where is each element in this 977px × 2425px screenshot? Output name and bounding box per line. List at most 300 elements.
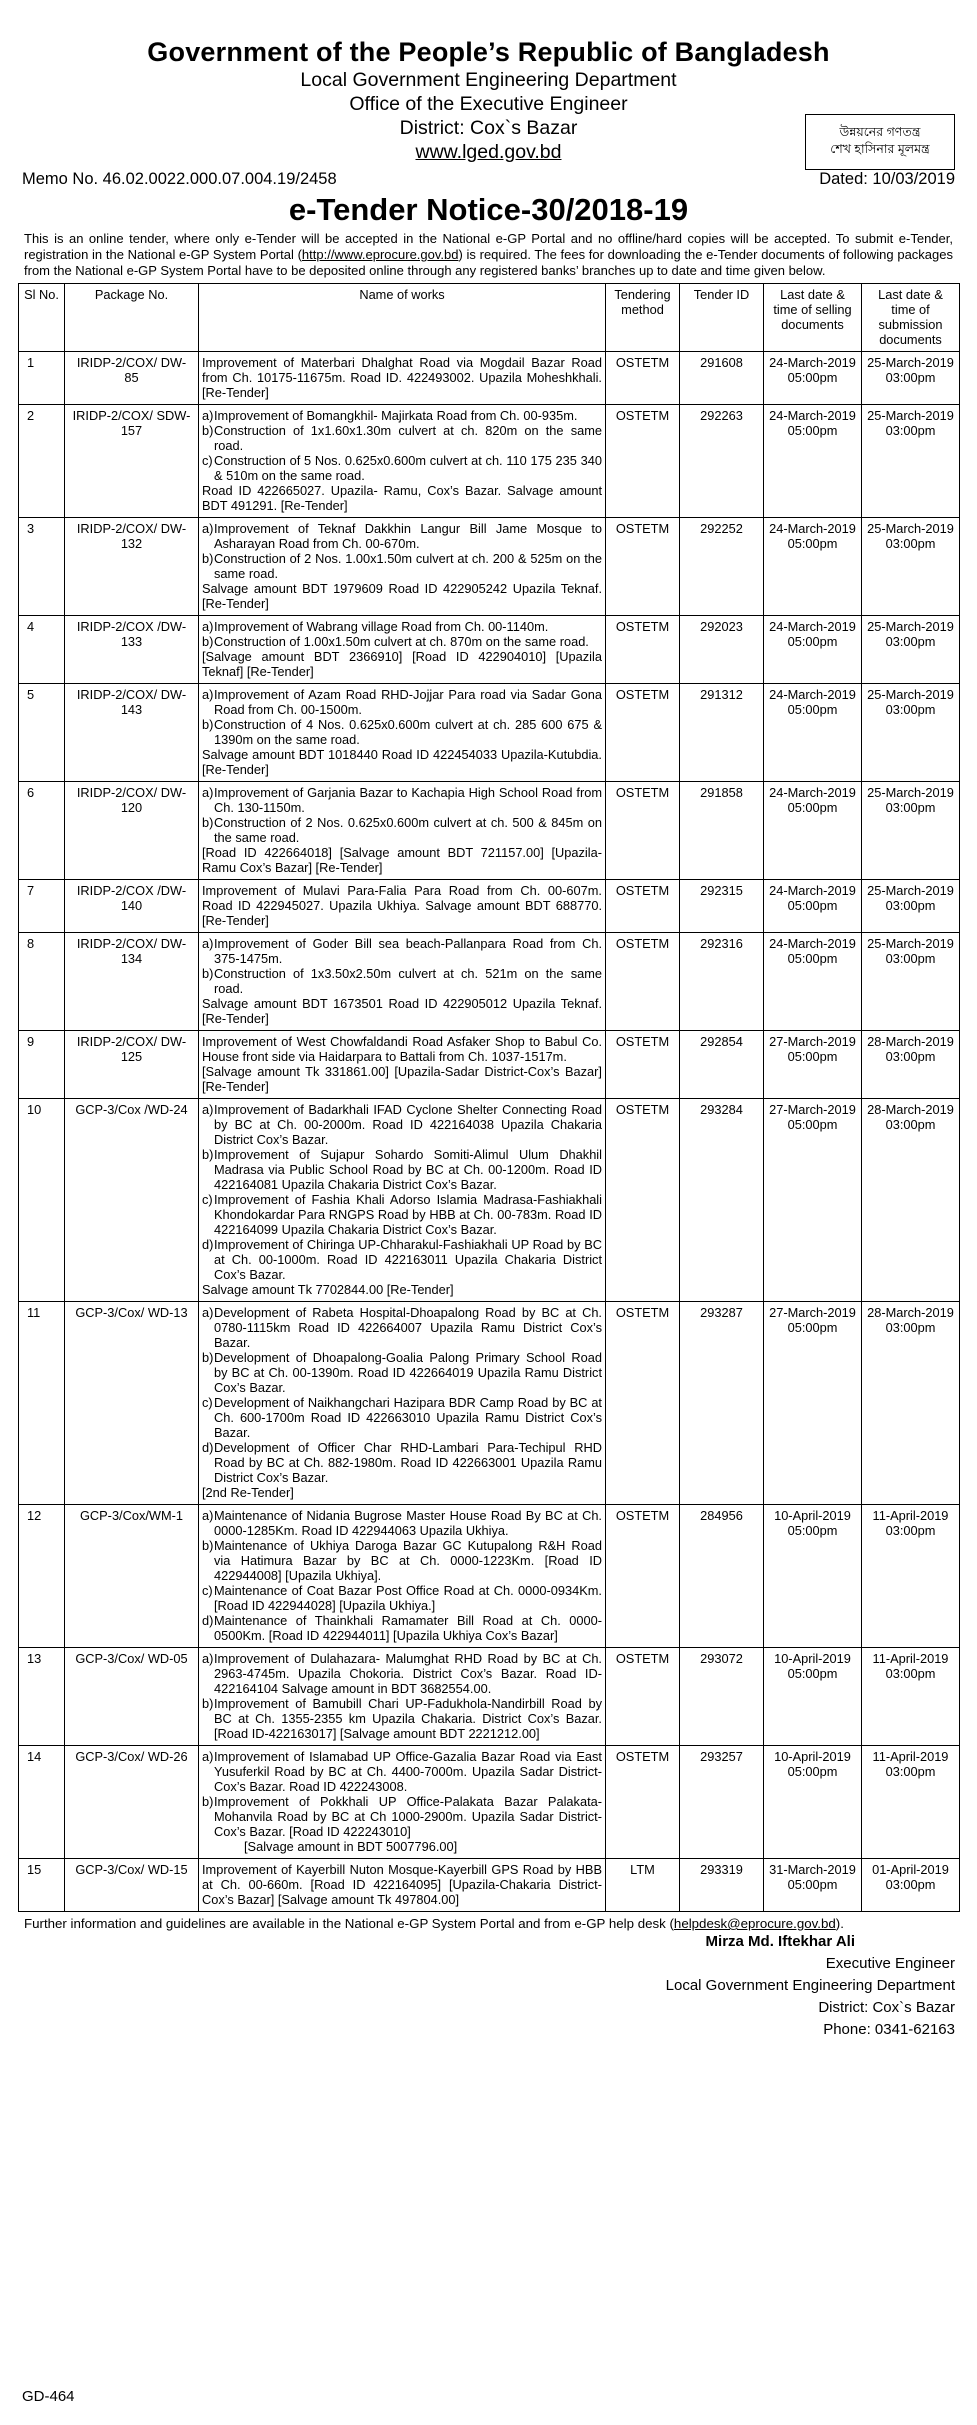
cell-name-of-works — [199, 352, 606, 405]
selling-time: 05:00pm — [787, 1049, 838, 1064]
work-item — [202, 717, 602, 747]
submission-date: 11-April-2019 — [872, 1749, 949, 1764]
cell-selling-deadline — [764, 933, 862, 1031]
cell-sl-no: 4 — [19, 616, 65, 684]
selling-time: 05:00pm — [787, 800, 838, 815]
cell-tendering-method: LTM — [606, 1859, 680, 1912]
work-item — [202, 1508, 602, 1538]
work-item — [202, 1613, 602, 1643]
work-item — [202, 1237, 602, 1282]
cell-selling-deadline — [764, 684, 862, 782]
work-note: [2nd Re-Tender] — [202, 1485, 294, 1500]
cell-tendering-method: OSTETM — [606, 1505, 680, 1648]
submission-date: 25-March-2019 — [867, 936, 954, 951]
cell-submission-deadline — [862, 1302, 960, 1505]
selling-time: 05:00pm — [787, 1666, 838, 1681]
cell-tender-id: 293284 — [680, 1099, 764, 1302]
work-item-letter: d) — [202, 1613, 214, 1628]
cell-tender-id: 292315 — [680, 880, 764, 933]
work-item-text: Improvement of Wabrang village Road from Ch. 00-1140m. — [214, 619, 549, 634]
footer-note — [24, 1916, 953, 1931]
work-item-text: Improvement of Islamabad UP Office-Gazalia Bazar Road via East Yusuferkil Road by BC at Ch. 4400-7000m. Upazila Sadar District- Cox’s Bazar. Road ID 422243008. — [214, 1749, 602, 1794]
cell-sl-no: 5 — [19, 684, 65, 782]
table-row — [19, 1099, 960, 1302]
work-item — [202, 1583, 602, 1613]
cell-name-of-works — [199, 1505, 606, 1648]
cell-tendering-method: OSTETM — [606, 1746, 680, 1859]
cell-tendering-method: OSTETM — [606, 352, 680, 405]
work-note: [Salvage amount Tk 331861.00] [Upazila-Sadar District-Cox’s Bazar] [Re-Tender] — [202, 1064, 602, 1094]
table-row — [19, 1302, 960, 1505]
work-item-letter: b) — [202, 1696, 214, 1711]
cell-selling-deadline — [764, 405, 862, 518]
submission-date: 01-April-2019 — [872, 1862, 949, 1877]
work-item-letter: a) — [202, 1102, 214, 1117]
work-item-text: Construction of 1x1.60x1.30m culvert at ch. 820m on the same road. — [214, 423, 602, 453]
header-submission-deadline: Last date & time of submission documents — [862, 284, 960, 352]
selling-time: 05:00pm — [787, 1117, 838, 1132]
table-row — [19, 1031, 960, 1099]
work-item-text: Development of Dhoapalong-Goalia Palong Primary School Road by BC at Ch. 00-1390m. Road ID 422664019 Upazila Ramu District Cox’s Bazar. — [214, 1350, 602, 1395]
cell-sl-no: 9 — [19, 1031, 65, 1099]
selling-time: 05:00pm — [787, 1523, 838, 1538]
work-item-text: Improvement of Azam Road RHD-Jojjar Para road via Sadar Gona Road from Ch. 00-1500m. — [214, 687, 602, 717]
cell-selling-deadline — [764, 352, 862, 405]
selling-date: 24-March-2019 — [769, 936, 856, 951]
cell-selling-deadline — [764, 1746, 862, 1859]
work-item-letter: a) — [202, 687, 214, 702]
selling-date: 27-March-2019 — [769, 1305, 856, 1320]
table-row — [19, 782, 960, 880]
work-item — [202, 1794, 602, 1839]
selling-date: 24-March-2019 — [769, 687, 856, 702]
cell-tender-id: 291858 — [680, 782, 764, 880]
cell-sl-no: 10 — [19, 1099, 65, 1302]
cell-sl-no: 2 — [19, 405, 65, 518]
work-item — [202, 1305, 602, 1350]
submission-date: 25-March-2019 — [867, 883, 954, 898]
selling-date: 31-March-2019 — [769, 1862, 856, 1877]
work-item-letter: c) — [202, 1192, 213, 1207]
district-name: District: Cox`s Bazar — [399, 117, 578, 139]
cell-sl-no: 7 — [19, 880, 65, 933]
submission-time: 03:00pm — [885, 370, 936, 385]
submission-time: 03:00pm — [885, 423, 936, 438]
submission-time: 03:00pm — [885, 898, 936, 913]
selling-date: 10-April-2019 — [774, 1651, 851, 1666]
work-item-text: Improvement of Teknaf Dakkhin Langur Bill Jame Mosque to Asharayan Road from Ch. 00-670m. — [214, 521, 602, 551]
work-item-letter: d) — [202, 1237, 214, 1252]
work-item — [202, 936, 602, 966]
work-note: Improvement of Mulavi Para-Falia Para Road from Ch. 00-607m. Road ID 422945027. Upazila Ukhiya. Salvage amount BDT 688770. [Re-Tender] — [202, 883, 602, 928]
submission-date: 25-March-2019 — [867, 619, 954, 634]
work-item — [202, 1749, 602, 1794]
cell-name-of-works — [199, 1746, 606, 1859]
footer-note-text-2: ). — [835, 1916, 844, 1931]
table-body — [19, 352, 960, 1912]
cell-sl-no: 13 — [19, 1648, 65, 1746]
work-item-text: Maintenance of Nidania Bugrose Master House Road By BC at Ch. 0000-1285Km. Road ID 422944063 Upazila Ukhiya. — [214, 1508, 602, 1538]
cell-submission-deadline — [862, 684, 960, 782]
cell-tendering-method: OSTETM — [606, 684, 680, 782]
notice-title: e-Tender Notice-30/2018-19 — [288, 192, 689, 227]
cell-tender-id: 291312 — [680, 684, 764, 782]
cell-name-of-works — [199, 1099, 606, 1302]
cell-package-no: GCP-3/Cox/ WD-05 — [65, 1648, 199, 1746]
signatory-name: Mirza Md. Iftekhar Ali — [705, 1933, 855, 1950]
cell-selling-deadline — [764, 1302, 862, 1505]
cell-name-of-works — [199, 405, 606, 518]
work-item-letter: b) — [202, 1794, 214, 1809]
cell-tender-id: 292023 — [680, 616, 764, 684]
selling-time: 05:00pm — [787, 423, 838, 438]
work-item-letter: a) — [202, 936, 214, 951]
selling-date: 27-March-2019 — [769, 1034, 856, 1049]
signatory-department: Local Government Engineering Department — [665, 1977, 955, 1994]
cell-name-of-works — [199, 933, 606, 1031]
cell-package-no: GCP-3/Cox/ WD-26 — [65, 1746, 199, 1859]
cell-package-no: IRIDP-2/COX/ SDW-157 — [65, 405, 199, 518]
cell-sl-no: 11 — [19, 1302, 65, 1505]
work-item-letter: b) — [202, 423, 214, 438]
cell-submission-deadline — [862, 1505, 960, 1648]
work-note: [Road ID 422664018] [Salvage amount BDT 721157.00] [Upazila- Ramu Cox’s Bazar] [Re-Tender] — [202, 845, 602, 875]
cell-tender-id: 293072 — [680, 1648, 764, 1746]
cell-tendering-method: OSTETM — [606, 1648, 680, 1746]
work-item — [202, 687, 602, 717]
selling-date: 10-April-2019 — [774, 1508, 851, 1523]
cell-package-no: GCP-3/Cox/ WD-13 — [65, 1302, 199, 1505]
work-item-text: Construction of 2 Nos. 1.00x1.50m culvert at ch. 200 & 525m on the same road. — [214, 551, 602, 581]
selling-date: 10-April-2019 — [774, 1749, 851, 1764]
work-item-text: Maintenance of Coat Bazar Post Office Road at Ch. 0000-0934Km. [Road ID 422944028] [Upazila Ukhiya.] — [214, 1583, 602, 1613]
selling-time: 05:00pm — [787, 370, 838, 385]
cell-tendering-method: OSTETM — [606, 1099, 680, 1302]
cell-selling-deadline — [764, 880, 862, 933]
work-item — [202, 634, 602, 649]
cell-package-no: IRIDP-2/COX /DW- 133 — [65, 616, 199, 684]
selling-date: 24-March-2019 — [769, 785, 856, 800]
cell-submission-deadline — [862, 1099, 960, 1302]
intro-paragraph — [24, 231, 953, 279]
cell-package-no: IRIDP-2/COX/ DW-120 — [65, 782, 199, 880]
selling-date: 24-March-2019 — [769, 521, 856, 536]
work-note: [Salvage amount in BDT 5007796.00] — [244, 1839, 458, 1854]
work-item-letter: c) — [202, 1583, 213, 1598]
cell-selling-deadline — [764, 1505, 862, 1648]
submission-date: 25-March-2019 — [867, 521, 954, 536]
cell-sl-no: 14 — [19, 1746, 65, 1859]
work-item — [202, 521, 602, 551]
helpdesk-email-link[interactable]: helpdesk@eprocure.gov.bd — [673, 1916, 836, 1931]
table-header-row — [19, 284, 960, 352]
cell-submission-deadline — [862, 405, 960, 518]
work-item-letter: d) — [202, 1440, 214, 1455]
cell-name-of-works — [199, 782, 606, 880]
work-item — [202, 453, 602, 483]
cell-name-of-works — [199, 1859, 606, 1912]
selling-time: 05:00pm — [787, 951, 838, 966]
work-item — [202, 1350, 602, 1395]
cell-name-of-works — [199, 1031, 606, 1099]
stamp-line-1: উন্নয়নের গণতন্ত্র — [839, 125, 921, 139]
work-item — [202, 785, 602, 815]
cell-sl-no: 6 — [19, 782, 65, 880]
cell-submission-deadline — [862, 933, 960, 1031]
cell-selling-deadline — [764, 1648, 862, 1746]
selling-date: 24-March-2019 — [769, 883, 856, 898]
header-tender-id: Tender ID — [680, 284, 764, 352]
table-row — [19, 880, 960, 933]
header-works: Name of works — [199, 284, 606, 352]
submission-date: 25-March-2019 — [867, 408, 954, 423]
submission-date: 11-April-2019 — [872, 1508, 949, 1523]
work-item-text: Improvement of Bomangkhil- Majirkata Road from Ch. 00-935m. — [214, 408, 578, 423]
office-name: Office of the Executive Engineer — [349, 93, 628, 115]
work-item — [202, 1192, 602, 1237]
cell-sl-no: 12 — [19, 1505, 65, 1648]
cell-package-no: IRIDP-2/COX /DW- 140 — [65, 880, 199, 933]
work-item-text: Improvement of Goder Bill sea beach-Pallanpara Road from Ch. 375-1475m. — [214, 936, 602, 966]
work-item-text: Development of Naikhangchari Hazipara BDR Camp Road by BC at Ch. 600-1700m Road ID 422663010 Upazila Ramu District Cox’s Bazar. — [214, 1395, 602, 1440]
department-name: Local Government Engineering Department — [300, 69, 677, 91]
work-note: [Salvage amount BDT 2366910] [Road ID 422904010] [Upazila Teknaf] [Re-Tender] — [202, 649, 602, 679]
work-item — [202, 1538, 602, 1583]
submission-time: 03:00pm — [885, 1320, 936, 1335]
selling-time: 05:00pm — [787, 1764, 838, 1779]
tender-table — [18, 283, 960, 1912]
signatory-phone: Phone: 0341-62163 — [823, 2021, 955, 2038]
selling-date: 27-March-2019 — [769, 1102, 856, 1117]
intro-text-2: ) is required. The fees for downloading the e-Tender documents of following packages from the National e-GP System Portal have to be deposited online through any registered banks’ branches up to date and time given below. — [24, 247, 953, 278]
tender-notice-page — [0, 36, 977, 2425]
work-item-text: Construction of 5 Nos. 0.625x0.600m culvert at ch. 110 175 235 340 & 510m on the same road. — [214, 453, 602, 483]
cell-sl-no: 8 — [19, 933, 65, 1031]
memo-row — [18, 170, 959, 189]
cell-tendering-method: OSTETM — [606, 1302, 680, 1505]
work-item-text: Improvement of Chiringa UP-Chharakul-Fashiakhali UP Road by BC at Ch. 00-1000m. Road ID 422163011 Upazila Chakaria District Cox’s Bazar. — [214, 1237, 602, 1282]
submission-time: 03:00pm — [885, 634, 936, 649]
cell-tender-id: 293319 — [680, 1859, 764, 1912]
header-package: Package No. — [65, 284, 199, 352]
cell-sl-no: 15 — [19, 1859, 65, 1912]
work-item-letter: a) — [202, 521, 214, 536]
cell-name-of-works — [199, 880, 606, 933]
work-item — [202, 1696, 602, 1741]
work-note: Salvage amount Tk 7702844.00 [Re-Tender] — [202, 1282, 454, 1297]
submission-date: 28-March-2019 — [867, 1102, 954, 1117]
submission-time: 03:00pm — [885, 951, 936, 966]
work-item-text: Improvement of Garjania Bazar to Kachapia High School Road from Ch. 130-1150m. — [214, 785, 602, 815]
submission-time: 03:00pm — [885, 1877, 936, 1892]
government-heading: Government of the People’s Republic of Bangladesh — [147, 37, 830, 67]
table-row — [19, 1746, 960, 1859]
signature-block — [18, 1931, 955, 2041]
cell-tendering-method: OSTETM — [606, 518, 680, 616]
eprocure-link[interactable]: http://www.eprocure.gov.bd — [301, 247, 459, 262]
submission-time: 03:00pm — [885, 1049, 936, 1064]
submission-time: 03:00pm — [885, 702, 936, 717]
cell-tendering-method: OSTETM — [606, 782, 680, 880]
work-item-letter: c) — [202, 453, 213, 468]
cell-name-of-works — [199, 1302, 606, 1505]
cell-submission-deadline — [862, 352, 960, 405]
cell-name-of-works — [199, 684, 606, 782]
work-item-letter: b) — [202, 551, 214, 566]
work-note: Improvement of West Chowfaldandi Road Asfaker Shop to Babul Co. House front side via Haidarpara to Battali from Ch. 1037-1517m. — [202, 1034, 602, 1064]
table-row — [19, 684, 960, 782]
table-row — [19, 405, 960, 518]
work-item-letter: b) — [202, 717, 214, 732]
cell-selling-deadline — [764, 616, 862, 684]
cell-package-no: IRIDP-2/COX/ DW- 143 — [65, 684, 199, 782]
work-item-text: Improvement of Sujapur Sohardo Somiti-Alimul Ulum Dhakhil Madrasa via Public School Road by BC at Ch. 00-1200m. Road ID 422164081 Upazila Chakaria District Cox’s Bazar. — [214, 1147, 602, 1192]
work-item — [202, 408, 602, 423]
work-note: Road ID 422665027. Upazila- Ramu, Cox’s Bazar. Salvage amount BDT 491291. [Re-Tender] — [202, 483, 602, 513]
cell-selling-deadline — [764, 518, 862, 616]
work-item-text: Improvement of Dulahazara- Malumghat RHD Road by BC at Ch. 2963-4745m. Upazila Chokoria. District Cox’s Bazar. Road ID-422164104 Salvage amount in BDT 3682554.00. — [214, 1651, 602, 1696]
cell-submission-deadline — [862, 1031, 960, 1099]
submission-date: 25-March-2019 — [867, 355, 954, 370]
cell-tendering-method: OSTETM — [606, 880, 680, 933]
cell-package-no: IRIDP-2/COX/ DW- 85 — [65, 352, 199, 405]
cell-tender-id: 293287 — [680, 1302, 764, 1505]
cell-package-no: GCP-3/Cox /WD-24 — [65, 1099, 199, 1302]
work-item-letter: c) — [202, 1395, 213, 1410]
work-item-text: Development of Officer Char RHD-Lambari Para-Techipul RHD Road by BC at Ch. 882-1980m. Road ID 422663001 Upazila Ramu District Cox’s Bazar. — [214, 1440, 602, 1485]
website-link[interactable]: www.lged.gov.bd — [415, 141, 562, 163]
header-selling-deadline: Last date & time of selling documents — [764, 284, 862, 352]
submission-time: 03:00pm — [885, 1117, 936, 1132]
cell-selling-deadline — [764, 1859, 862, 1912]
cell-tendering-method: OSTETM — [606, 933, 680, 1031]
gd-code: GD-464 — [22, 2388, 75, 2405]
table-row — [19, 518, 960, 616]
work-item-text: Construction of 4 Nos. 0.625x0.600m culvert at ch. 285 600 675 & 1390m on the same road. — [214, 717, 602, 747]
selling-date: 24-March-2019 — [769, 408, 856, 423]
cell-package-no: GCP-3/Cox/WM-1 — [65, 1505, 199, 1648]
work-item — [202, 1147, 602, 1192]
stamp-line-2: শেখ হাসিনার মূলমন্ত্র — [830, 142, 930, 156]
work-note: Improvement of Kayerbill Nuton Mosque-Kayerbill GPS Road by HBB at Ch. 00-660m. [Road ID 422164095] [Upazila-Chakaria District-Cox’s Bazar] [Salvage amount Tk 497804.00] — [202, 1862, 602, 1907]
cell-sl-no: 1 — [19, 352, 65, 405]
work-item-letter: b) — [202, 1538, 214, 1553]
cell-tender-id: 293257 — [680, 1746, 764, 1859]
work-item — [202, 1102, 602, 1147]
submission-date: 11-April-2019 — [872, 1651, 949, 1666]
selling-time: 05:00pm — [787, 702, 838, 717]
selling-date: 24-March-2019 — [769, 355, 856, 370]
cell-tender-id: 284956 — [680, 1505, 764, 1648]
work-item-text: Construction of 1.00x1.50m culvert at ch. 870m on the same road. — [214, 634, 589, 649]
cell-submission-deadline — [862, 782, 960, 880]
cell-name-of-works — [199, 518, 606, 616]
work-item-letter: b) — [202, 966, 214, 981]
intro-text-1: This is an online tender, where only e-Tender will be accepted in the National e-GP Portal and no offline/hard copies will be accepted. To submit e-Tender, registration in the National e-GP System Portal ( — [24, 231, 953, 262]
work-item — [202, 815, 602, 845]
submission-time: 03:00pm — [885, 1523, 936, 1538]
submission-time: 03:00pm — [885, 1666, 936, 1681]
work-item-text: Development of Rabeta Hospital-Dhoapalong Road by BC at Ch. 0780-1115km Road ID 422664007 Upazila Ramu District Cox’s Bazar. — [214, 1305, 602, 1350]
cell-selling-deadline — [764, 1099, 862, 1302]
work-item-text: Improvement of Badarkhali IFAD Cyclone Shelter Connecting Road by BC at Ch. 00-2000m. Road ID 422164038 Upazila Chakaria District Cox’s Bazar. — [214, 1102, 602, 1147]
cell-tendering-method: OSTETM — [606, 1031, 680, 1099]
selling-time: 05:00pm — [787, 898, 838, 913]
work-item-letter: b) — [202, 634, 214, 649]
cell-tender-id: 292316 — [680, 933, 764, 1031]
submission-time: 03:00pm — [885, 1764, 936, 1779]
cell-package-no: IRIDP-2/COX/ DW- 134 — [65, 933, 199, 1031]
memo-number: Memo No. 46.02.0022.000.07.004.19/2458 — [22, 170, 337, 188]
work-item-text: Improvement of Pokkhali UP Office-Palakata Bazar Palakata-Mohanvila Road by BC at Ch 1000-2900m. Upazila Sadar District- Cox’s Bazar. [Road ID 422243010] — [214, 1794, 602, 1839]
cell-tendering-method: OSTETM — [606, 616, 680, 684]
work-item-letter: a) — [202, 1305, 214, 1320]
work-item-text: Improvement of Fashia Khali Adorso Islamia Madrasa-Fashiakhali Khondokardar Para RNGPS Road by HBB at Ch. 00-783m. Road ID 422164099 Upazila Chakaria District Cox’s Bazar. — [214, 1192, 602, 1237]
work-item — [202, 423, 602, 453]
cell-package-no: IRIDP-2/COX/ DW- 132 — [65, 518, 199, 616]
work-item — [202, 966, 602, 996]
work-item-letter: a) — [202, 1749, 214, 1764]
memo-date: Dated: 10/03/2019 — [819, 170, 955, 188]
work-item-text: Maintenance of Thainkhali Ramamater Bill Road at Ch. 0000-0500Km. [Road ID 422944011] [Upazila Ukhiya Cox’s Bazar] — [214, 1613, 602, 1643]
table-row — [19, 933, 960, 1031]
work-item-text: Construction of 1x3.50x2.50m culvert at ch. 521m on the same road. — [214, 966, 602, 996]
cell-submission-deadline — [862, 1648, 960, 1746]
work-item — [202, 1651, 602, 1696]
work-item — [202, 1395, 602, 1440]
cell-tender-id: 292854 — [680, 1031, 764, 1099]
work-note: Salvage amount BDT 1979609 Road ID 422905242 Upazila Teknaf. [Re-Tender] — [202, 581, 602, 611]
cell-selling-deadline — [764, 1031, 862, 1099]
table-row — [19, 352, 960, 405]
selling-time: 05:00pm — [787, 1320, 838, 1335]
work-item-letter: a) — [202, 1651, 214, 1666]
work-item — [202, 619, 602, 634]
cell-submission-deadline — [862, 518, 960, 616]
table-row — [19, 1505, 960, 1648]
cell-package-no: IRIDP-2/COX/ DW-125 — [65, 1031, 199, 1099]
cell-package-no: GCP-3/Cox/ WD-15 — [65, 1859, 199, 1912]
table-row — [19, 1859, 960, 1912]
cell-submission-deadline — [862, 880, 960, 933]
signatory-district: District: Cox`s Bazar — [818, 1999, 955, 2016]
header-sl: Sl No. — [19, 284, 65, 352]
submission-time: 03:00pm — [885, 800, 936, 815]
work-note: Salvage amount BDT 1018440 Road ID 422454033 Upazila-Kutubdia. [Re-Tender] — [202, 747, 602, 777]
footer-note-text-1: Further information and guidelines are available in the National e-GP System Portal and from e-GP help desk ( — [24, 1916, 674, 1931]
work-item-letter: b) — [202, 815, 214, 830]
work-note: Improvement of Materbari Dhalghat Road via Mogdail Bazar Road from Ch. 10175-11675m. Road ID. 422493002. Upazila Moheshkhali. [Re-Tender] — [202, 355, 602, 400]
cell-selling-deadline — [764, 782, 862, 880]
work-item-letter: b) — [202, 1147, 214, 1162]
work-item-text: Improvement of Bamubill Chari UP-Fadukhola-Nandirbill Road by BC at Ch. 1355-2355 km Upazila Chakaria. District Cox’s Bazar. [Road ID-422163017] [Salvage amount BDT 2221212.00] — [214, 1696, 602, 1741]
work-item — [202, 1440, 602, 1485]
selling-time: 05:00pm — [787, 634, 838, 649]
work-item-letter: a) — [202, 1508, 214, 1523]
motto-stamp-box — [805, 114, 955, 170]
selling-date: 24-March-2019 — [769, 619, 856, 634]
work-item-text: Construction of 2 Nos. 0.625x0.600m culvert at ch. 500 & 845m on the same road. — [214, 815, 602, 845]
submission-date: 25-March-2019 — [867, 687, 954, 702]
cell-tender-id: 291608 — [680, 352, 764, 405]
submission-date: 28-March-2019 — [867, 1034, 954, 1049]
cell-submission-deadline — [862, 1746, 960, 1859]
submission-time: 03:00pm — [885, 536, 936, 551]
table-row — [19, 616, 960, 684]
work-item-letter: a) — [202, 408, 214, 423]
submission-date: 28-March-2019 — [867, 1305, 954, 1320]
cell-sl-no: 3 — [19, 518, 65, 616]
